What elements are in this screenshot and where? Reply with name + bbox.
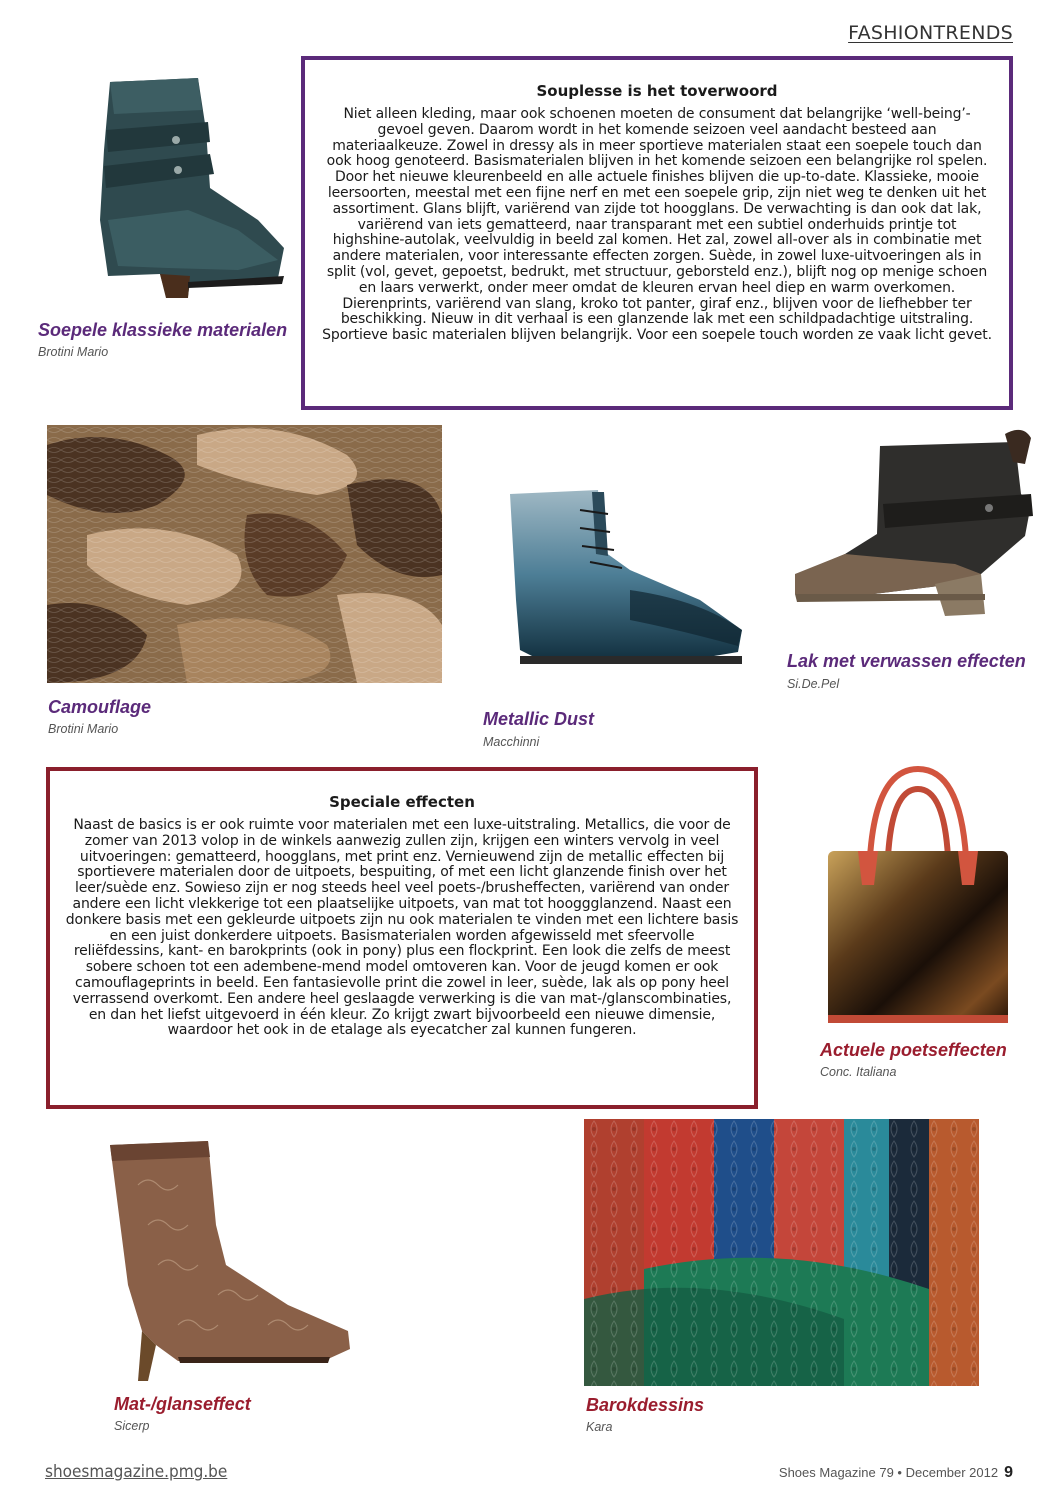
- caption-title-actuele: Actuele poetseffecten: [820, 1040, 1007, 1060]
- caption-credit-barok: Kara: [586, 1420, 613, 1434]
- caption-credit-lak: Si.De.Pel: [787, 677, 840, 691]
- page-number: 9: [1004, 1464, 1013, 1481]
- photo-baroque-leathers: [584, 1119, 979, 1386]
- caption-credit-camouflage: Brotini Mario: [48, 722, 119, 736]
- caption-title-barok: Barokdessins: [586, 1395, 705, 1415]
- footer-site-link[interactable]: shoesmagazine.pmg.be: [45, 1462, 228, 1482]
- caption-credit-mat: Sicerp: [114, 1419, 150, 1433]
- article-box-souplesse: [301, 56, 1013, 410]
- article-body-souplesse: Niet alleen kleding, maar ook schoenen moeten de consument dat belangrijke ‘well-being’- gevoel geven. Daarom wordt in het komende seizoen veel aandacht besteed aan materiaalkeuze. Zowel in dressy als in meer sportieve materialen staat een soepele touch dan ook hoog genoteerd. Basismaterialen blijven in het komende seizoen een belangrijke rol spelen. Door het nieuwe kleurenbeeld en alle actuele finishes blijven die up-to-date. Klassieke, mooie leersoorten, meestal met een fijne nerf en met een soepele grip, zijn niet weg te denken uit het assortiment. Glans blijft, variërend van zijde tot hoogglans. De verwachting is dan ook dat lak, variërend van iets gematteerd, naar transparant met een subtiel onderhuids printje tot highshine-autolak, veelvuldig in beeld zal komen. Het zal, zowel all-over als in combinatie met andere materialen, voor interessante effecten zorgen. Suède, in zowel luxe-uitvoeringen als in split (vol, gevet, gepoetst, bedrukt, met structuur, geborsteld enz.), blijft nog op menige schoen en laars verwerkt, onder meer omdat de kleuren ervan heel diep en warm overkomen. Dierenprints, variërend van slang, kroko tot panter, giraf enz., blijven voor de liefhebber ter beschikking. Nieuw in dit verhaal is een glanzende lak met een schildpadachtige uitstraling. Sportieve basic materialen blijven belangrijk. Voor een soepele touch worden ze vaak licht gevet.: [322, 106, 992, 344]
- footer-issue: Shoes Magazine 79 • December 2012: [778, 1465, 999, 1480]
- caption-credit-metallic: Macchinni: [483, 735, 540, 749]
- photo-washed-boot: [785, 424, 1047, 636]
- photo-metallic-boot: [480, 480, 765, 672]
- caption-title-metallic: Metallic Dust: [483, 709, 595, 729]
- photo-brocade-boot: [98, 1135, 358, 1385]
- caption-title-soepele: Soepele klassieke materialen: [38, 320, 288, 340]
- article-title-souplesse: Souplesse is het toverwoord: [536, 82, 778, 100]
- section-header: FASHIONTRENDS: [848, 22, 1013, 44]
- caption-title-camouflage: Camouflage: [48, 697, 152, 717]
- caption-title-lak: Lak met verwassen effecten: [787, 651, 1026, 671]
- caption-credit-actuele: Conc. Italiana: [820, 1065, 897, 1079]
- article-body-speciale: Naast de basics is er ook ruimte voor materialen met een luxe-uitstraling. Metallics, die voor de zomer van 2013 volop in de winkels aanwezig zullen zijn, krijgen een winters vervolg in veel uitvoeringen: gematteerd, hoogglans, met print enz. Vernieuwend zijn de metallic effecten bij sportievere materialen door de uitpoets, bespuiting, of met een licht glanzende finish over het leer/suède enz. Sowieso zijn er nog steeds heel veel poets-/brusheffecten, variërend van onder andere een licht vlekkerige tot een plaatselijke uitpoets, van mat tot hooggglanzend. Naast een donkere basis met een gekleurde uitpoets zijn nu ook materialen te vinden met een lichtere basis en een juist donkerdere uitpoets. Basismaterialen worden afgewisseld met sfeervolle reliëfdessins, kant- en barokprints (ook in pony) plus een flockprint. Een look die zelfs de meest sobere schoen tot een adembene-mend model omtoveren kan. Voor de jeugd komen er ook camouflageprints in beeld. Een fantasievolle print die zowel in leer, suède, lak als op pony heel verrassend overkomt. Een andere heel geslaagde verwerking is die van mat-/glanscombinaties, en dan het liefst uitgevoerd in één kleur. Zo krijgt zwart bijvoorbeeld een nieuwe dimensie, waardoor het ook in de etalage als eyecatcher zal kunnen fungeren.: [65, 817, 739, 1039]
- photo-camouflage-leather: [47, 425, 442, 683]
- caption-title-mat: Mat-/glanseffect: [114, 1394, 251, 1414]
- photo-teal-boot: [38, 70, 300, 310]
- footer-issue-info: [779, 1464, 1013, 1482]
- photo-handbag: [818, 765, 1018, 1030]
- article-box-speciale: [46, 767, 758, 1109]
- caption-credit-soepele: Brotini Mario: [38, 345, 109, 359]
- article-title-speciale: Speciale effecten: [329, 793, 475, 811]
